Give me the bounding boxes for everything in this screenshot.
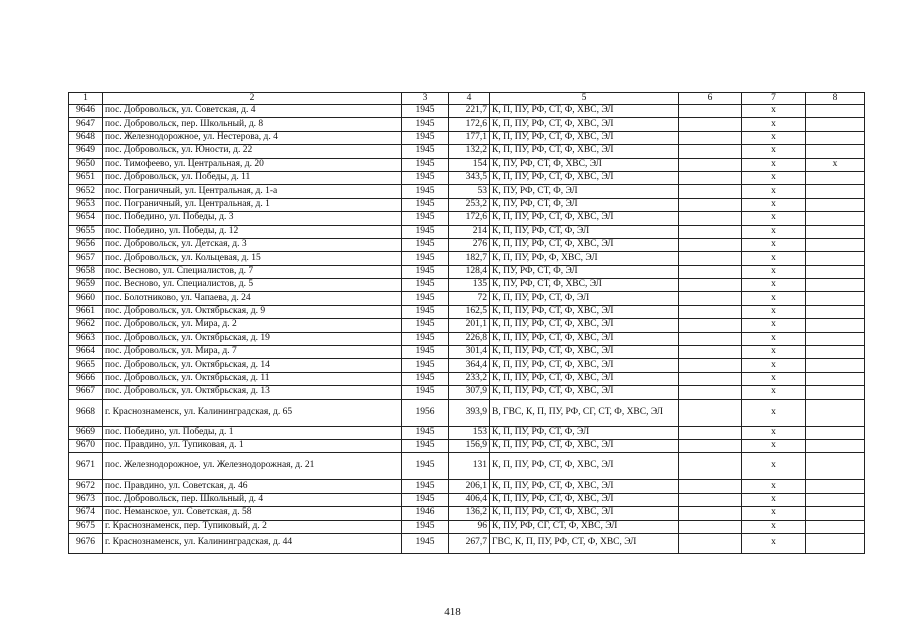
table-row (69, 520, 865, 533)
col8-mark (806, 145, 865, 158)
table-row (69, 212, 865, 225)
col7-mark: х (742, 426, 806, 439)
col8-mark (806, 198, 865, 211)
col7-mark: х (742, 131, 806, 144)
address-cell: пос. Добровольск, пер. Школьный, д. 4 (103, 493, 402, 506)
address-cell: пос. Добровольск, пер. Школьный, д. 8 (103, 118, 402, 131)
year-cell: 1945 (402, 480, 449, 493)
col6-cell (679, 279, 742, 292)
col6-cell (679, 346, 742, 359)
col7-mark: х (742, 158, 806, 171)
table-row (69, 372, 865, 385)
year-cell: 1945 (402, 359, 449, 372)
row-number: 9659 (69, 279, 103, 292)
col6-cell (679, 238, 742, 251)
row-number: 9667 (69, 386, 103, 399)
row-number: 9655 (69, 225, 103, 238)
year-cell: 1956 (402, 399, 449, 426)
row-number: 9656 (69, 238, 103, 251)
row-number: 9648 (69, 131, 103, 144)
col7-mark: х (742, 171, 806, 184)
systems-cell: К, П, ПУ, РФ, СТ, Ф, ХВС, ЭЛ (490, 386, 679, 399)
systems-cell: К, П, ПУ, РФ, СТ, Ф, ХВС, ЭЛ (490, 493, 679, 506)
area-cell: 214 (449, 225, 490, 238)
col8-mark (806, 507, 865, 520)
col6-cell (679, 118, 742, 131)
table-row (69, 346, 865, 359)
row-number: 9649 (69, 145, 103, 158)
col-header-2: 2 (103, 93, 402, 105)
year-cell: 1945 (402, 131, 449, 144)
area-cell: 301,4 (449, 346, 490, 359)
address-cell: пос. Добровольск, ул. Советская, д. 4 (103, 105, 402, 118)
systems-cell: К, П, ПУ, РФ, СТ, Ф, ХВС, ЭЛ (490, 332, 679, 345)
col7-mark: х (742, 225, 806, 238)
row-number: 9662 (69, 319, 103, 332)
address-cell: пос. Добровольск, ул. Мира, д. 7 (103, 346, 402, 359)
col7-mark: х (742, 265, 806, 278)
col8-mark (806, 238, 865, 251)
col7-mark: х (742, 212, 806, 225)
address-cell: пос. Победино, ул. Победы, д. 3 (103, 212, 402, 225)
table-row (69, 105, 865, 118)
col7-mark: х (742, 493, 806, 506)
address-cell: г. Краснознаменск, ул. Калининградская, д. 65 (103, 399, 402, 426)
col6-cell (679, 145, 742, 158)
col6-cell (679, 332, 742, 345)
col7-mark: х (742, 533, 806, 553)
year-cell: 1945 (402, 346, 449, 359)
row-number: 9657 (69, 252, 103, 265)
year-cell: 1945 (402, 238, 449, 251)
row-number: 9646 (69, 105, 103, 118)
area-cell: 72 (449, 292, 490, 305)
table-row (69, 305, 865, 318)
year-cell: 1945 (402, 105, 449, 118)
col8-mark (806, 332, 865, 345)
address-cell: пос. Правдино, ул. Советская, д. 46 (103, 480, 402, 493)
systems-cell: К, ПУ, РФ, СТ, Ф, ЭЛ (490, 185, 679, 198)
area-cell: 267,7 (449, 533, 490, 553)
systems-cell: К, П, ПУ, РФ, СТ, Ф, ХВС, ЭЛ (490, 439, 679, 452)
col8-mark (806, 399, 865, 426)
row-number: 9664 (69, 346, 103, 359)
col7-mark: х (742, 399, 806, 426)
year-cell: 1945 (402, 198, 449, 211)
area-cell: 153 (449, 426, 490, 439)
table-row (69, 399, 865, 426)
table-row (69, 426, 865, 439)
col8-mark (806, 493, 865, 506)
row-number: 9672 (69, 480, 103, 493)
table-row (69, 279, 865, 292)
systems-cell: К, П, ПУ, РФ, СТ, Ф, ХВС, ЭЛ (490, 145, 679, 158)
systems-cell: К, П, ПУ, РФ, СТ, Ф, ХВС, ЭЛ (490, 507, 679, 520)
area-cell: 96 (449, 520, 490, 533)
col8-mark (806, 533, 865, 553)
year-cell: 1945 (402, 252, 449, 265)
address-cell: пос. Добровольск, ул. Кольцевая, д. 15 (103, 252, 402, 265)
row-number: 9660 (69, 292, 103, 305)
col8-mark (806, 279, 865, 292)
address-cell: пос. Победино, ул. Победы, д. 1 (103, 426, 402, 439)
systems-cell: К, П, ПУ, РФ, СТ, Ф, ХВС, ЭЛ (490, 305, 679, 318)
address-cell: пос. Болотниково, ул. Чапаева, д. 24 (103, 292, 402, 305)
systems-cell: К, ПУ, РФ, СТ, Ф, ЭЛ (490, 265, 679, 278)
table-row (69, 507, 865, 520)
col7-mark: х (742, 305, 806, 318)
systems-cell: К, ПУ, РФ, СГ, СТ, Ф, ХВС, ЭЛ (490, 520, 679, 533)
row-number: 9647 (69, 118, 103, 131)
col7-mark: х (742, 507, 806, 520)
col6-cell (679, 225, 742, 238)
col6-cell (679, 319, 742, 332)
col6-cell (679, 252, 742, 265)
row-number: 9668 (69, 399, 103, 426)
address-cell: пос. Пограничный, ул. Центральная, д. 1-а (103, 185, 402, 198)
systems-cell: К, П, ПУ, РФ, СТ, Ф, ХВС, ЭЛ (490, 131, 679, 144)
systems-cell: К, ПУ, РФ, СТ, Ф, ХВС, ЭЛ (490, 158, 679, 171)
col7-mark: х (742, 453, 806, 480)
col8-mark (806, 439, 865, 452)
address-cell: пос. Добровольск, ул. Октябрьская, д. 13 (103, 386, 402, 399)
col8-mark (806, 372, 865, 385)
col6-cell (679, 198, 742, 211)
col8-mark (806, 171, 865, 184)
row-number: 9675 (69, 520, 103, 533)
address-cell: пос. Добровольск, ул. Октябрьская, д. 9 (103, 305, 402, 318)
table-row (69, 131, 865, 144)
address-cell: пос. Железнодорожное, ул. Железнодорожная, д. 21 (103, 453, 402, 480)
table-row (69, 252, 865, 265)
col8-mark (806, 319, 865, 332)
year-cell: 1945 (402, 493, 449, 506)
col6-cell (679, 265, 742, 278)
table-row (69, 332, 865, 345)
systems-cell: К, П, ПУ, РФ, СТ, Ф, ХВС, ЭЛ (490, 212, 679, 225)
col8-mark (806, 292, 865, 305)
col-header-7: 7 (742, 93, 806, 105)
col7-mark: х (742, 105, 806, 118)
col-header-8: 8 (806, 93, 865, 105)
col7-mark: х (742, 238, 806, 251)
header-row (69, 93, 865, 105)
row-number: 9673 (69, 493, 103, 506)
table-row (69, 439, 865, 452)
area-cell: 136,2 (449, 507, 490, 520)
row-number: 9652 (69, 185, 103, 198)
year-cell: 1945 (402, 319, 449, 332)
systems-cell: К, П, ПУ, РФ, СТ, Ф, ХВС, ЭЛ (490, 118, 679, 131)
table-row (69, 225, 865, 238)
col7-mark: х (742, 372, 806, 385)
col8-mark (806, 453, 865, 480)
col6-cell (679, 507, 742, 520)
area-cell: 135 (449, 279, 490, 292)
year-cell: 1945 (402, 171, 449, 184)
year-cell: 1945 (402, 386, 449, 399)
col6-cell (679, 212, 742, 225)
table-row (69, 118, 865, 131)
col8-mark (806, 265, 865, 278)
col7-mark: х (742, 332, 806, 345)
table-row (69, 171, 865, 184)
area-cell: 276 (449, 238, 490, 251)
year-cell: 1945 (402, 520, 449, 533)
row-number: 9651 (69, 171, 103, 184)
row-number: 9663 (69, 332, 103, 345)
year-cell: 1945 (402, 453, 449, 480)
col8-mark (806, 252, 865, 265)
col6-cell (679, 399, 742, 426)
table-row (69, 319, 865, 332)
col7-mark: х (742, 198, 806, 211)
area-cell: 253,2 (449, 198, 490, 211)
year-cell: 1945 (402, 332, 449, 345)
systems-cell: К, П, ПУ, РФ, СТ, Ф, ЭЛ (490, 426, 679, 439)
year-cell: 1945 (402, 158, 449, 171)
col-header-6: 6 (679, 93, 742, 105)
col8-mark (806, 131, 865, 144)
systems-cell: К, П, ПУ, РФ, СТ, Ф, ХВС, ЭЛ (490, 105, 679, 118)
col7-mark: х (742, 319, 806, 332)
col7-mark: х (742, 185, 806, 198)
year-cell: 1945 (402, 305, 449, 318)
area-cell: 221,7 (449, 105, 490, 118)
address-cell: пос. Добровольск, ул. Октябрьская, д. 19 (103, 332, 402, 345)
address-cell: г. Краснознаменск, ул. Калининградская, д. 44 (103, 533, 402, 553)
address-cell: пос. Добровольск, ул. Победы, д. 11 (103, 171, 402, 184)
systems-cell: К, П, ПУ, РФ, Ф, ХВС, ЭЛ (490, 252, 679, 265)
table-row (69, 265, 865, 278)
address-cell: пос. Победино, ул. Победы, д. 12 (103, 225, 402, 238)
year-cell: 1945 (402, 118, 449, 131)
table-row (69, 292, 865, 305)
col7-mark: х (742, 386, 806, 399)
col6-cell (679, 185, 742, 198)
table-row (69, 359, 865, 372)
address-cell: пос. Добровольск, ул. Юности, д. 22 (103, 145, 402, 158)
col6-cell (679, 171, 742, 184)
col6-cell (679, 131, 742, 144)
address-cell: пос. Весново, ул. Специалистов, д. 5 (103, 279, 402, 292)
row-number: 9676 (69, 533, 103, 553)
row-number: 9650 (69, 158, 103, 171)
table-row (69, 145, 865, 158)
area-cell: 226,8 (449, 332, 490, 345)
address-cell: г. Краснознаменск, пер. Тупиковый, д. 2 (103, 520, 402, 533)
col8-mark (806, 520, 865, 533)
col8-mark (806, 118, 865, 131)
row-number: 9661 (69, 305, 103, 318)
systems-cell: В, ГВС, К, П, ПУ, РФ, СГ, СТ, Ф, ХВС, ЭЛ (490, 399, 679, 426)
address-cell: пос. Тимофеево, ул. Центральная, д. 20 (103, 158, 402, 171)
col6-cell (679, 305, 742, 318)
year-cell: 1946 (402, 507, 449, 520)
col6-cell (679, 359, 742, 372)
table-row (69, 533, 865, 553)
table-row (69, 238, 865, 251)
col7-mark: х (742, 439, 806, 452)
address-cell: пос. Железнодорожное, ул. Нестерова, д. 4 (103, 131, 402, 144)
year-cell: 1945 (402, 212, 449, 225)
table-row (69, 453, 865, 480)
systems-cell: ГВС, К, П, ПУ, РФ, СТ, Ф, ХВС, ЭЛ (490, 533, 679, 553)
area-cell: 201,1 (449, 319, 490, 332)
area-cell: 206,1 (449, 480, 490, 493)
col8-mark (806, 480, 865, 493)
col-header-3: 3 (402, 93, 449, 105)
col-header-4: 4 (449, 93, 490, 105)
row-number: 9666 (69, 372, 103, 385)
area-cell: 128,4 (449, 265, 490, 278)
address-cell: пос. Добровольск, ул. Октябрьская, д. 11 (103, 372, 402, 385)
col8-mark (806, 105, 865, 118)
col8-mark (806, 346, 865, 359)
year-cell: 1945 (402, 533, 449, 553)
address-cell: пос. Добровольск, ул. Детская, д. 3 (103, 238, 402, 251)
area-cell: 307,9 (449, 386, 490, 399)
address-cell: пос. Правдино, ул. Тупиковая, д. 1 (103, 439, 402, 452)
col6-cell (679, 453, 742, 480)
col8-mark (806, 386, 865, 399)
table-row (69, 493, 865, 506)
row-number: 9670 (69, 439, 103, 452)
address-cell: пос. Пограничный, ул. Центральная, д. 1 (103, 198, 402, 211)
area-cell: 172,6 (449, 118, 490, 131)
systems-cell: К, П, ПУ, РФ, СТ, Ф, ЭЛ (490, 225, 679, 238)
area-cell: 156,9 (449, 439, 490, 452)
row-number: 9653 (69, 198, 103, 211)
address-cell: пос. Неманское, ул. Советская, д. 58 (103, 507, 402, 520)
col6-cell (679, 493, 742, 506)
col7-mark: х (742, 359, 806, 372)
systems-cell: К, П, ПУ, РФ, СТ, Ф, ХВС, ЭЛ (490, 372, 679, 385)
page-number: 418 (444, 606, 461, 618)
year-cell: 1945 (402, 372, 449, 385)
area-cell: 162,5 (449, 305, 490, 318)
table-row (69, 158, 865, 171)
col6-cell (679, 480, 742, 493)
year-cell: 1945 (402, 292, 449, 305)
address-cell: пос. Добровольск, ул. Октябрьская, д. 14 (103, 359, 402, 372)
col7-mark: х (742, 145, 806, 158)
col7-mark: х (742, 346, 806, 359)
col6-cell (679, 426, 742, 439)
col7-mark: х (742, 292, 806, 305)
col-header-1: 1 (69, 93, 103, 105)
col8-mark: х (806, 158, 865, 171)
col8-mark (806, 225, 865, 238)
year-cell: 1945 (402, 426, 449, 439)
area-cell: 182,7 (449, 252, 490, 265)
row-number: 9674 (69, 507, 103, 520)
col6-cell (679, 386, 742, 399)
systems-cell: К, П, ПУ, РФ, СТ, Ф, ХВС, ЭЛ (490, 453, 679, 480)
row-number: 9654 (69, 212, 103, 225)
col8-mark (806, 185, 865, 198)
col6-cell (679, 520, 742, 533)
area-cell: 53 (449, 185, 490, 198)
year-cell: 1945 (402, 145, 449, 158)
row-number: 9658 (69, 265, 103, 278)
col7-mark: х (742, 520, 806, 533)
col7-mark: х (742, 279, 806, 292)
col6-cell (679, 372, 742, 385)
systems-cell: К, ПУ, РФ, СТ, Ф, ХВС, ЭЛ (490, 279, 679, 292)
address-cell: пос. Добровольск, ул. Мира, д. 2 (103, 319, 402, 332)
area-cell: 132,2 (449, 145, 490, 158)
col8-mark (806, 305, 865, 318)
col7-mark: х (742, 252, 806, 265)
systems-cell: К, ПУ, РФ, СТ, Ф, ЭЛ (490, 198, 679, 211)
col6-cell (679, 292, 742, 305)
area-cell: 393,9 (449, 399, 490, 426)
systems-cell: К, П, ПУ, РФ, СТ, Ф, ХВС, ЭЛ (490, 238, 679, 251)
area-cell: 177,1 (449, 131, 490, 144)
col8-mark (806, 359, 865, 372)
area-cell: 154 (449, 158, 490, 171)
col6-cell (679, 105, 742, 118)
row-number: 9671 (69, 453, 103, 480)
address-cell: пос. Весново, ул. Специалистов, д. 7 (103, 265, 402, 278)
col-header-5: 5 (490, 93, 679, 105)
table-row (69, 198, 865, 211)
systems-cell: К, П, ПУ, РФ, СТ, Ф, ХВС, ЭЛ (490, 319, 679, 332)
systems-cell: К, П, ПУ, РФ, СТ, Ф, ХВС, ЭЛ (490, 480, 679, 493)
row-number: 9669 (69, 426, 103, 439)
systems-cell: К, П, ПУ, РФ, СТ, Ф, ЭЛ (490, 292, 679, 305)
col8-mark (806, 426, 865, 439)
systems-cell: К, П, ПУ, РФ, СТ, Ф, ХВС, ЭЛ (490, 171, 679, 184)
col6-cell (679, 439, 742, 452)
area-cell: 233,2 (449, 372, 490, 385)
area-cell: 172,6 (449, 212, 490, 225)
year-cell: 1945 (402, 185, 449, 198)
housing-registry-table (68, 92, 865, 554)
col8-mark (806, 212, 865, 225)
table-row (69, 480, 865, 493)
table-row (69, 386, 865, 399)
table-row (69, 185, 865, 198)
col7-mark: х (742, 118, 806, 131)
area-cell: 343,5 (449, 171, 490, 184)
col6-cell (679, 158, 742, 171)
row-number: 9665 (69, 359, 103, 372)
systems-cell: К, П, ПУ, РФ, СТ, Ф, ХВС, ЭЛ (490, 359, 679, 372)
col6-cell (679, 533, 742, 553)
year-cell: 1945 (402, 265, 449, 278)
area-cell: 406,4 (449, 493, 490, 506)
year-cell: 1945 (402, 439, 449, 452)
area-cell: 131 (449, 453, 490, 480)
year-cell: 1945 (402, 225, 449, 238)
area-cell: 364,4 (449, 359, 490, 372)
systems-cell: К, П, ПУ, РФ, СТ, Ф, ХВС, ЭЛ (490, 346, 679, 359)
col7-mark: х (742, 480, 806, 493)
year-cell: 1945 (402, 279, 449, 292)
